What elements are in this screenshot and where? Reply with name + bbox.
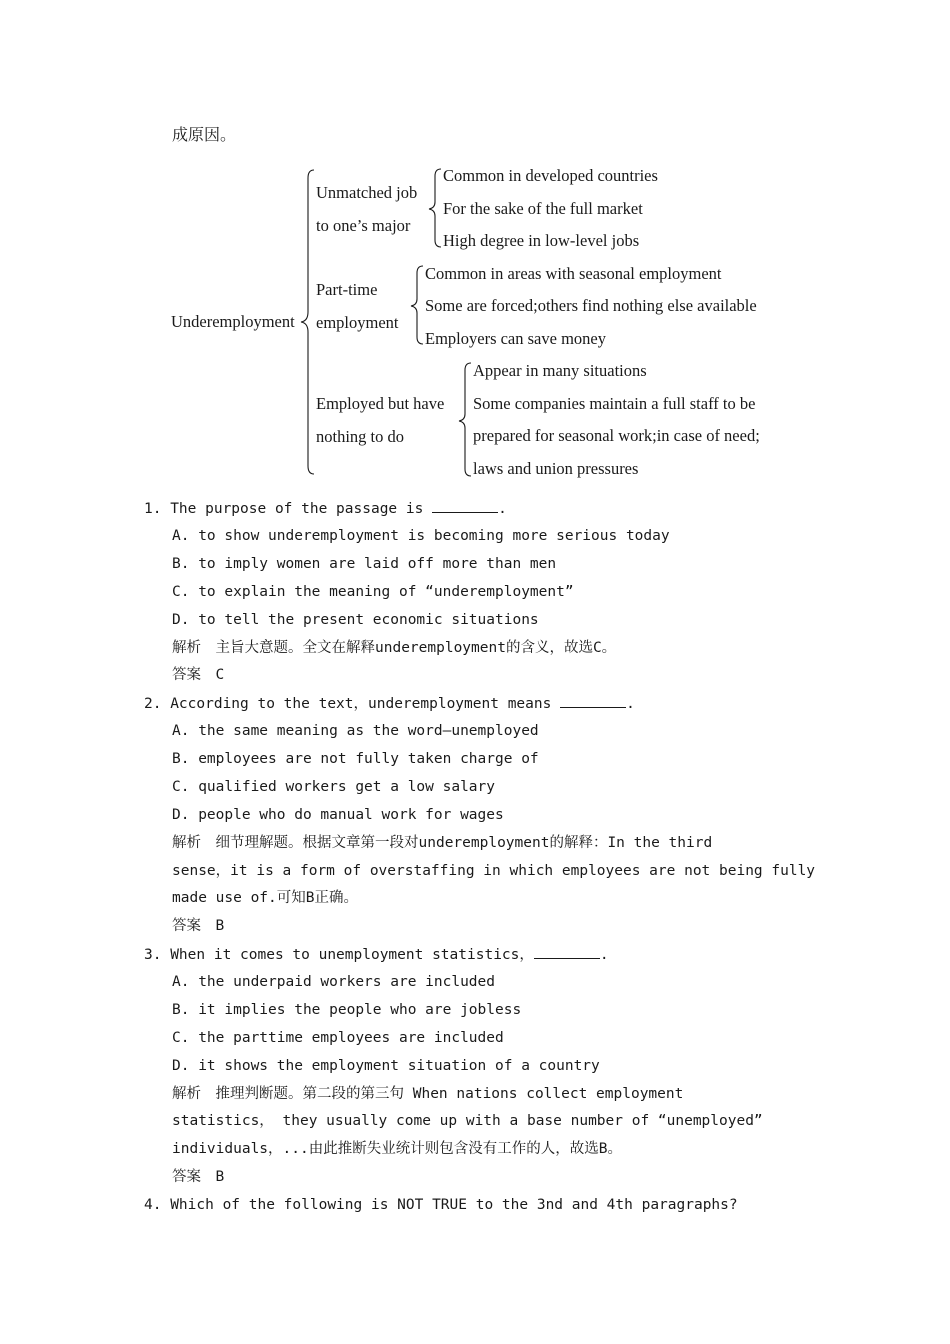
- analysis-line: individuals，...由此推断失业统计则包含没有工作的人，故选B。: [172, 1141, 622, 1157]
- answer-line: 答案 B: [172, 1169, 225, 1185]
- branch-item: laws and union pressures: [473, 459, 639, 478]
- branch-label: employment: [316, 313, 399, 332]
- branch-item: High degree in low-level jobs: [443, 231, 640, 250]
- option-b: B. employees are not fully taken charge of: [172, 751, 539, 767]
- analysis-line: 解析 细节理解题。根据文章第一段对underemployment的解释：In the third: [172, 835, 713, 851]
- option-d: D. it shows the employment situation of a country: [172, 1058, 600, 1074]
- underemployment-diagram: [0, 0, 950, 500]
- branch-label: Unmatched job: [316, 183, 418, 202]
- analysis-line: made use of.可知B正确。: [172, 890, 358, 906]
- brace-employed: [459, 363, 471, 476]
- branch-item: Common in developed countries: [443, 166, 658, 185]
- branch-item: Employers can save money: [425, 329, 606, 348]
- branch-item: Appear in many situations: [473, 361, 647, 380]
- answer-blank: [560, 694, 626, 708]
- intro-text: 成原因。: [172, 127, 237, 144]
- option-b: B. to imply women are laid off more than men: [172, 556, 557, 572]
- analysis-line: sense，it is a form of overstaffing in which employees are not being fully: [172, 863, 816, 879]
- option-c: C. the parttime employees are included: [172, 1030, 504, 1046]
- branch-item: Some are forced;others find nothing else available: [425, 296, 757, 315]
- question-stem: 4. Which of the following is NOT TRUE to the 3nd and 4th paragraphs?: [144, 1197, 738, 1213]
- branch-label: Employed but have: [316, 394, 445, 413]
- branch-label: to one’s major: [316, 216, 411, 235]
- branch-item: prepared for seasonal work;in case of need;: [473, 426, 760, 445]
- answer-blank: [534, 945, 600, 959]
- answer-line: 答案 C: [172, 667, 225, 683]
- branch-item: For the sake of the full market: [443, 199, 643, 218]
- question-stem: 1. The purpose of the passage is .: [144, 501, 507, 517]
- option-a: A. to show underemployment is becoming more serious today: [172, 528, 670, 544]
- option-a: A. the underpaid workers are included: [172, 974, 496, 990]
- diagram-root: Underemployment: [171, 312, 295, 331]
- analysis-line: 解析 推理判断题。第二段的第三句 When nations collect employment: [172, 1086, 684, 1102]
- question-stem: 3. When it comes to unemployment statistics， .: [144, 947, 609, 963]
- brace-unmatched: [429, 169, 441, 247]
- answer-blank: [432, 499, 498, 513]
- option-a: A. the same meaning as the word—unemployed: [172, 723, 539, 739]
- branch-item: Some companies maintain a full staff to be: [473, 394, 756, 413]
- option-d: D. to tell the present economic situations: [172, 612, 539, 628]
- main-brace: [301, 170, 314, 474]
- branch-item: Common in areas with seasonal employment: [425, 264, 722, 283]
- option-b: B. it implies the people who are jobless: [172, 1002, 522, 1018]
- option-d: D. people who do manual work for wages: [172, 807, 504, 823]
- brace-parttime: [411, 266, 423, 344]
- option-c: C. qualified workers get a low salary: [172, 779, 496, 795]
- option-c: C. to explain the meaning of “underemployment”: [172, 584, 574, 600]
- branch-label: nothing to do: [316, 427, 405, 446]
- branch-label: Part-time: [316, 280, 378, 299]
- question-stem: 2. According to the text，underemployment means .: [144, 696, 635, 712]
- analysis-line: 解析 主旨大意题。全文在解释underemployment的含义，故选C。: [172, 640, 617, 656]
- answer-line: 答案 B: [172, 918, 225, 934]
- analysis-line: statistics， they usually come up with a base number of “unemployed”: [172, 1113, 763, 1129]
